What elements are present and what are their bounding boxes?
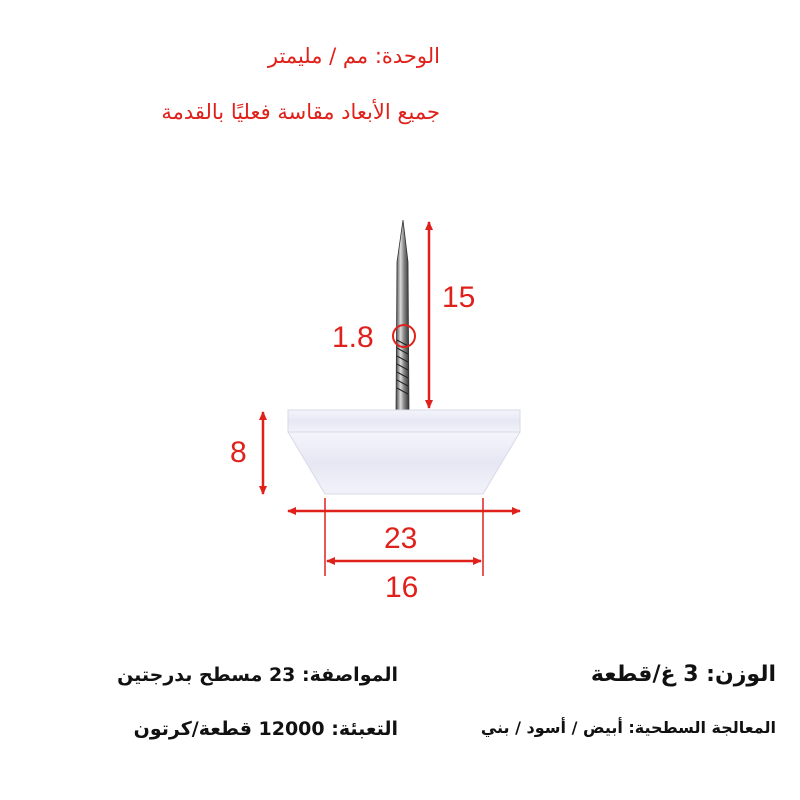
packing-text: التعبئة: 12000 قطعة/كرتون — [133, 718, 398, 740]
base-height-label: 8 — [230, 436, 247, 469]
surface-finish-text: المعالجة السطحية: أبيض / أسود / بني — [480, 718, 776, 737]
unit-note: الوحدة: مم / مليمتر — [267, 44, 440, 68]
measurement-note: جميع الأبعاد مقاسة فعليًا بالقدمة — [161, 100, 440, 124]
base-bottom-width-label: 16 — [385, 571, 419, 604]
specification-text: المواصفة: 23 مسطح بدرجتين — [117, 664, 398, 686]
base — [288, 410, 520, 494]
nail-length-label: 15 — [442, 281, 476, 314]
nail — [396, 220, 409, 412]
base-top-width-label: 23 — [384, 522, 418, 555]
weight-text: الوزن: 3 غ/قطعة — [590, 662, 776, 687]
nail-diameter-label: 1.8 — [332, 321, 374, 354]
